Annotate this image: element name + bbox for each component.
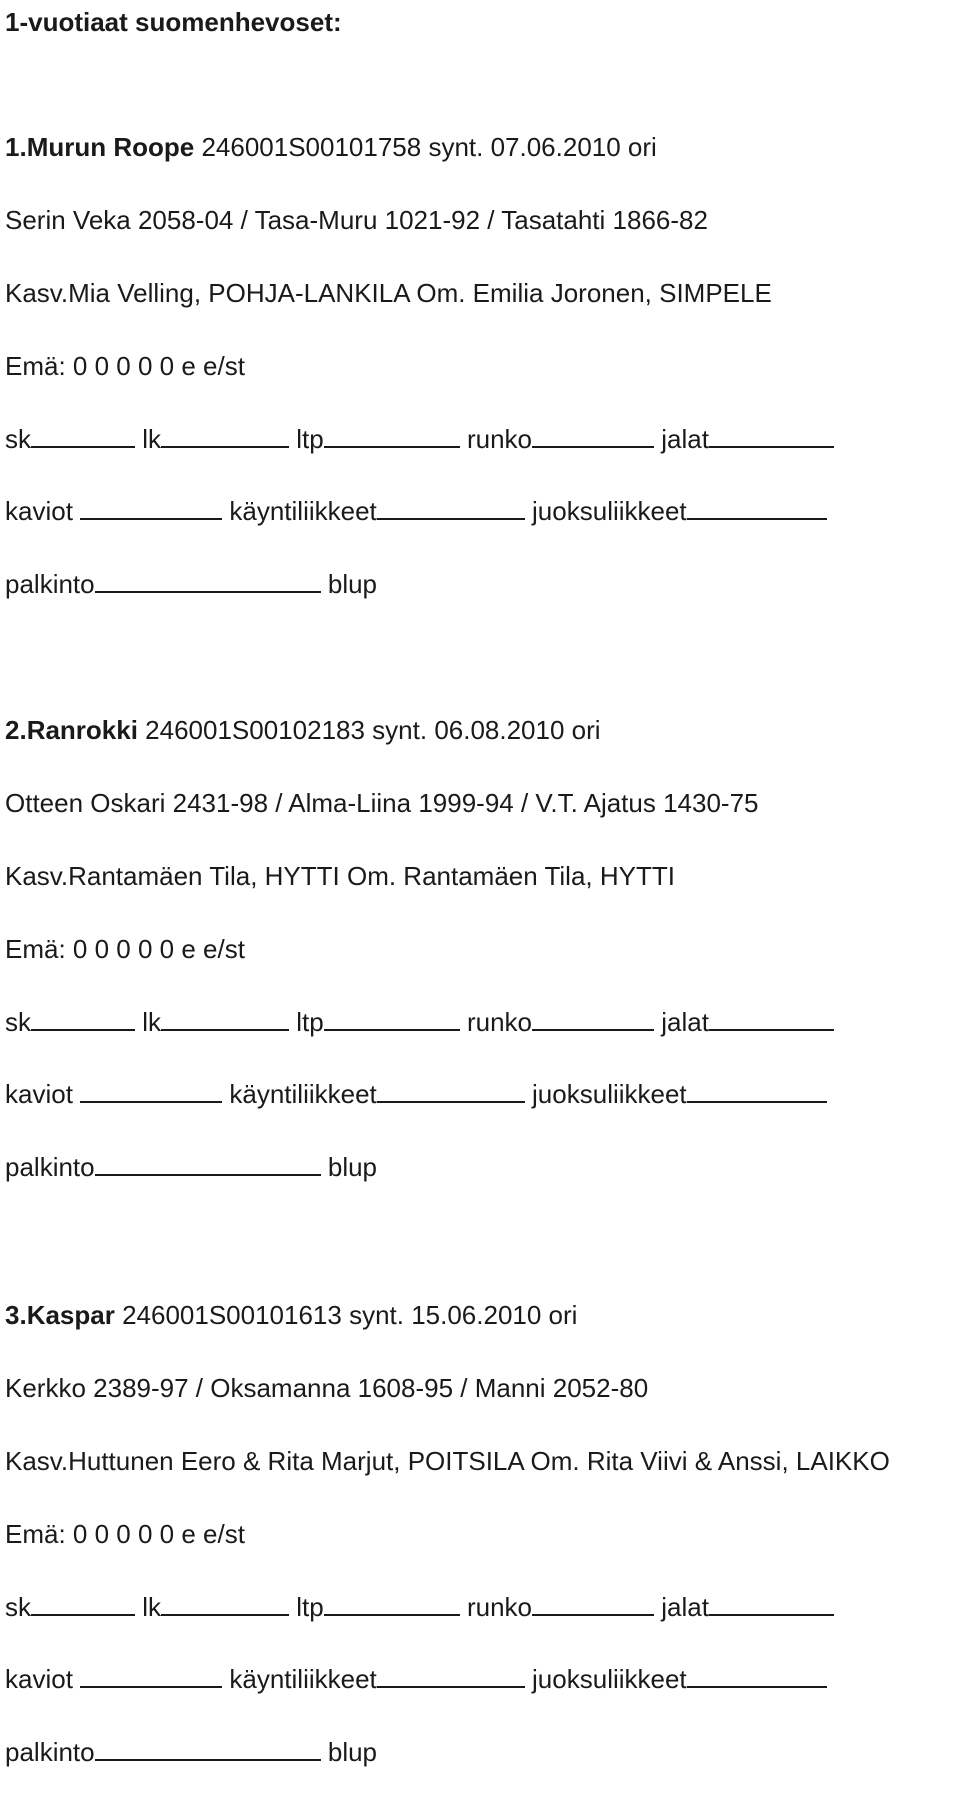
juoksuliikkeet-field[interactable] [687, 1077, 827, 1103]
kaviot-label: kaviot [5, 1079, 73, 1110]
palkinto-field[interactable] [95, 567, 321, 593]
evaluation-row-2 [5, 1659, 955, 1732]
entry-number: 1. [5, 132, 27, 162]
palkinto-label: palkinto [5, 1737, 95, 1768]
sk-field[interactable] [31, 1005, 135, 1031]
ltp-label: ltp [296, 1006, 324, 1037]
blup-label: blup [327, 1152, 378, 1183]
juoksuliikkeet-label: juoksuliikkeet [532, 496, 687, 527]
jalat-label: jalat [661, 1591, 709, 1622]
ltp-field[interactable] [324, 422, 460, 448]
kaviot-field[interactable] [80, 494, 222, 520]
sk-field[interactable] [31, 1590, 135, 1616]
kaviot-label: kaviot [5, 496, 73, 527]
lk-label: lk [142, 1591, 162, 1622]
kayntiliikkeet-field[interactable] [377, 1077, 525, 1103]
kayntiliikkeet-field[interactable] [377, 1662, 525, 1688]
sk-label: sk [5, 423, 31, 454]
horse-entry-2 [5, 710, 955, 1220]
kaviot-field[interactable] [80, 1077, 222, 1103]
lk-label: lk [142, 1006, 162, 1037]
horse-entry-1 [5, 127, 955, 637]
pedigree-line: Otteen Oskari 2431-98 / Alma-Liina 1999-94 / V.T. Ajatus 1430-75 [5, 787, 759, 818]
jalat-label: jalat [661, 423, 709, 454]
registration-info: 246001S00101613 synt. 15.06.2010 ori [114, 1300, 578, 1330]
jalat-field[interactable] [709, 1590, 834, 1616]
registration-info: 246001S00101758 synt. 07.06.2010 ori [194, 132, 657, 162]
evaluation-row-3 [5, 564, 955, 637]
evaluation-row-2 [5, 1074, 955, 1147]
breeder-owner-line: Kasv.Mia Velling, POHJA-LANKILA Om. Emilia Joronen, SIMPELE [5, 277, 772, 308]
kayntiliikkeet-label: käyntiliikkeet [229, 1079, 377, 1110]
palkinto-field[interactable] [95, 1150, 321, 1176]
sk-label: sk [5, 1006, 31, 1037]
dam-line: Emä: 0 0 0 0 0 e e/st [5, 350, 245, 381]
registration-info: 246001S00102183 synt. 06.08.2010 ori [137, 715, 601, 745]
evaluation-row-3 [5, 1147, 955, 1220]
horse-name: Kaspar [26, 1300, 115, 1330]
palkinto-label: palkinto [5, 1152, 95, 1183]
evaluation-row-3 [5, 1732, 955, 1805]
ltp-label: ltp [296, 1591, 324, 1622]
lk-field[interactable] [161, 1590, 289, 1616]
runko-label: runko [466, 1006, 532, 1037]
evaluation-row-1 [5, 1002, 955, 1075]
palkinto-label: palkinto [5, 569, 95, 600]
kaviot-label: kaviot [5, 1664, 73, 1695]
breeder-owner-line: Kasv.Rantamäen Tila, HYTTI Om. Rantamäen Tila, HYTTI [5, 860, 675, 891]
pedigree-line: Kerkko 2389-97 / Oksamanna 1608-95 / Manni 2052-80 [5, 1372, 649, 1403]
sk-field[interactable] [31, 422, 135, 448]
entry-title-line [5, 1295, 955, 1368]
entry-number: 2. [5, 715, 27, 745]
lk-field[interactable] [161, 1005, 289, 1031]
juoksuliikkeet-label: juoksuliikkeet [532, 1664, 687, 1695]
jalat-field[interactable] [709, 422, 834, 448]
runko-label: runko [466, 423, 532, 454]
juoksuliikkeet-label: juoksuliikkeet [532, 1079, 687, 1110]
pedigree-line: Serin Veka 2058-04 / Tasa-Muru 1021-92 / Tasatahti 1866-82 [5, 204, 708, 235]
juoksuliikkeet-field[interactable] [687, 1662, 827, 1688]
blup-label: blup [327, 1737, 378, 1768]
kaviot-field[interactable] [80, 1662, 222, 1688]
runko-field[interactable] [532, 1590, 654, 1616]
runko-field[interactable] [532, 422, 654, 448]
runko-label: runko [466, 1591, 532, 1622]
lk-field[interactable] [161, 422, 289, 448]
blup-label: blup [327, 569, 378, 600]
entry-number: 3. [5, 1300, 27, 1330]
horse-name: Ranrokki [26, 715, 138, 745]
juoksuliikkeet-field[interactable] [687, 494, 827, 520]
jalat-label: jalat [661, 1006, 709, 1037]
ltp-label: ltp [296, 423, 324, 454]
lk-label: lk [142, 423, 162, 454]
breeder-owner-line: Kasv.Huttunen Eero & Rita Marjut, POITSILA Om. Rita Viivi & Anssi, LAIKKO [5, 1445, 890, 1476]
entry-title-line [5, 710, 955, 783]
palkinto-field[interactable] [95, 1735, 321, 1761]
evaluation-row-2 [5, 491, 955, 564]
dam-line: Emä: 0 0 0 0 0 e e/st [5, 933, 245, 964]
kayntiliikkeet-label: käyntiliikkeet [229, 496, 377, 527]
kayntiliikkeet-field[interactable] [377, 494, 525, 520]
runko-field[interactable] [532, 1005, 654, 1031]
ltp-field[interactable] [324, 1005, 460, 1031]
jalat-field[interactable] [709, 1005, 834, 1031]
dam-line: Emä: 0 0 0 0 0 e e/st [5, 1518, 245, 1549]
entry-title-line [5, 127, 955, 200]
horse-name: Murun Roope [26, 132, 195, 162]
ltp-field[interactable] [324, 1590, 460, 1616]
sk-label: sk [5, 1591, 31, 1622]
evaluation-row-1 [5, 1587, 955, 1660]
evaluation-row-1 [5, 419, 955, 492]
page-heading: 1-vuotiaat suomenhevoset: [5, 7, 342, 37]
kayntiliikkeet-label: käyntiliikkeet [229, 1664, 377, 1695]
horse-entry-3 [5, 1295, 955, 1805]
